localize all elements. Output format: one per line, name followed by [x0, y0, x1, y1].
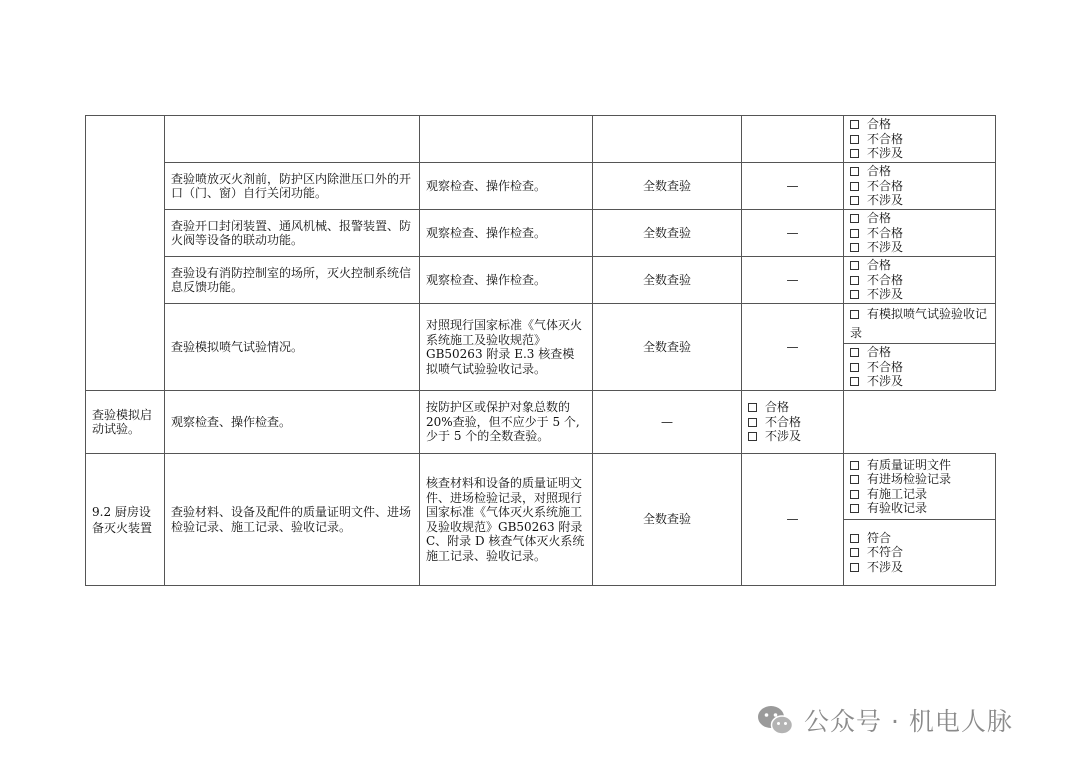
option-nonconform[interactable]: 不符合	[850, 545, 989, 560]
option-na[interactable]: 不涉及	[850, 146, 989, 161]
option-pass[interactable]: 合格	[748, 400, 837, 415]
checkbox-icon	[850, 120, 859, 129]
item-cell: 查验喷放灭火剂前，防护区内除泄压口外的开口（门、窗）自行关闭功能。	[165, 163, 420, 210]
option-na[interactable]: 不涉及	[850, 560, 989, 575]
dash-cell	[742, 116, 844, 163]
checkbox-icon	[850, 534, 859, 543]
option-fail[interactable]: 不合格	[748, 415, 837, 430]
table-row	[86, 454, 996, 520]
checkbox-icon	[850, 243, 859, 252]
table-row	[86, 304, 996, 344]
method-cell	[420, 116, 593, 163]
result-options	[844, 520, 996, 586]
quantity-cell: 全数查验	[593, 257, 742, 304]
checkbox-icon	[850, 377, 859, 386]
checkbox-icon	[850, 548, 859, 557]
checkbox-icon	[850, 261, 859, 270]
option-pass[interactable]: 合格	[850, 345, 989, 360]
result-options	[844, 210, 996, 257]
table-row	[86, 116, 996, 163]
method-cell: 观察检查、操作检查。	[420, 210, 593, 257]
option-construction-record[interactable]: 有施工记录	[850, 487, 989, 502]
inspection-table	[85, 115, 996, 586]
checkbox-icon	[850, 276, 859, 285]
item-cell: 查验模拟启动试验。	[86, 391, 165, 454]
option-fail[interactable]: 不合格	[850, 273, 989, 288]
option-na[interactable]: 不涉及	[850, 193, 989, 208]
quantity-cell: 全数查验	[593, 304, 742, 391]
quantity-cell: 全数查验	[593, 454, 742, 586]
option-fail[interactable]: 不合格	[850, 179, 989, 194]
option-pass[interactable]: 合格	[850, 211, 989, 226]
document-options	[844, 454, 996, 520]
item-cell: 查验材料、设备及配件的质量证明文件、进场检验记录、施工记录、验收记录。	[165, 454, 420, 586]
option-na[interactable]: 不涉及	[748, 429, 837, 444]
result-options	[844, 257, 996, 304]
quantity-cell: 全数查验	[593, 210, 742, 257]
dash-cell: —	[742, 163, 844, 210]
option-fail[interactable]: 不合格	[850, 132, 989, 147]
result-options	[742, 391, 844, 454]
item-cell: 查验开口封闭装置、通风机械、报警装置、防火阀等设备的联动功能。	[165, 210, 420, 257]
checkbox-icon	[850, 229, 859, 238]
option-fail[interactable]: 不合格	[850, 226, 989, 241]
option-na[interactable]: 不涉及	[850, 374, 989, 389]
dash-cell: —	[742, 304, 844, 391]
checkbox-icon	[748, 418, 757, 427]
checkbox-icon	[850, 461, 859, 470]
dash-cell: —	[742, 454, 844, 586]
method-cell: 观察检查、操作检查。	[420, 257, 593, 304]
checkbox-icon	[850, 290, 859, 299]
method-cell: 对照现行国家标准《气体灭火系统施工及验收规范》GB50263 附录 E.3 核查模拟喷气试验验收记录。	[420, 304, 593, 391]
option-conform[interactable]: 符合	[850, 531, 989, 546]
checkbox-icon	[850, 310, 859, 319]
checkbox-icon	[850, 490, 859, 499]
checkbox-icon	[850, 475, 859, 484]
watermark	[756, 703, 1013, 737]
checkbox-icon	[850, 135, 859, 144]
method-cell: 观察检查、操作检查。	[420, 163, 593, 210]
result-options	[844, 163, 996, 210]
category-cell-empty	[86, 116, 165, 391]
table-row	[86, 210, 996, 257]
dash-cell: —	[742, 257, 844, 304]
checkbox-icon	[850, 363, 859, 372]
checkbox-icon	[850, 348, 859, 357]
option-quality-cert[interactable]: 有质量证明文件	[850, 458, 989, 473]
option-entry-inspection[interactable]: 有进场检验记录	[850, 472, 989, 487]
option-na[interactable]: 不涉及	[850, 240, 989, 255]
option-fail[interactable]: 不合格	[850, 360, 989, 375]
table-row	[86, 257, 996, 304]
checkbox-icon	[850, 182, 859, 191]
item-cell	[165, 116, 420, 163]
option-pass[interactable]: 合格	[850, 117, 989, 132]
result-options	[844, 344, 996, 391]
record-option[interactable]: 有模拟喷气试验验收记录	[844, 304, 996, 344]
option-acceptance-record[interactable]: 有验收记录	[850, 501, 989, 516]
item-cell: 查验模拟喷气试验情况。	[165, 304, 420, 391]
watermark-text: 公众号 · 机电人脉	[804, 707, 1013, 736]
table-row	[86, 163, 996, 210]
dash-cell: —	[742, 210, 844, 257]
checkbox-icon	[850, 504, 859, 513]
table-row	[86, 391, 996, 454]
checkbox-icon	[748, 432, 757, 441]
method-cell: 核查材料和设备的质量证明文件、进场检验记录，对照现行国家标准《气体灭火系统施工及验收规范》GB50263 附录 C、附录 D 核查气体灭火系统施工记录、验收记录。	[420, 454, 593, 586]
dash-cell: —	[593, 391, 742, 454]
checkbox-icon	[850, 196, 859, 205]
checkbox-icon	[748, 403, 757, 412]
category-cell: 9.2 厨房设备灭火装置	[86, 454, 165, 586]
quantity-cell: 全数查验	[593, 163, 742, 210]
item-cell: 查验设有消防控制室的场所，灭火控制系统信息反馈功能。	[165, 257, 420, 304]
quantity-cell: 按防护区或保护对象总数的 20%查验，但不应少于 5 个,少于 5 个的全数查验。	[420, 391, 593, 454]
option-pass[interactable]: 合格	[850, 164, 989, 179]
option-pass[interactable]: 合格	[850, 258, 989, 273]
result-options	[844, 116, 996, 163]
checkbox-icon	[850, 563, 859, 572]
method-cell: 观察检查、操作检查。	[165, 391, 420, 454]
option-na[interactable]: 不涉及	[850, 287, 989, 302]
checkbox-icon	[850, 167, 859, 176]
wechat-logo-icon	[756, 703, 794, 737]
checkbox-icon	[850, 149, 859, 158]
checkbox-icon	[850, 214, 859, 223]
quantity-cell	[593, 116, 742, 163]
